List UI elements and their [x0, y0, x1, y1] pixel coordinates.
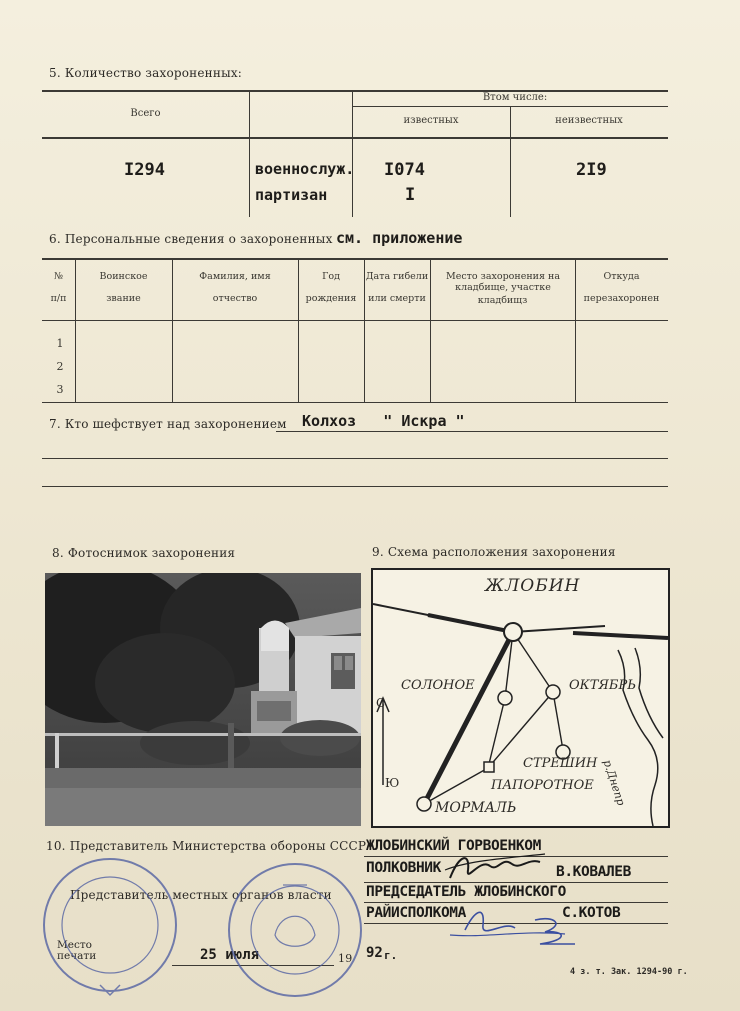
col-including-header: Втом числе:	[482, 92, 548, 103]
map-compass-south: Ю	[385, 776, 400, 790]
header-name-top: Фамилия, имя	[199, 271, 271, 282]
date-day: 25 июля	[200, 947, 260, 963]
signer1-rank: ПОЛКОВНИК	[366, 860, 441, 876]
header-place-top: Место захоронения на кладбище, участке	[445, 271, 560, 293]
signature-kovalev	[440, 848, 550, 886]
map-label-solonoe: СОЛОНОЕ	[401, 678, 475, 693]
section6-note: см. приложение	[336, 229, 463, 247]
map-label-oktyabr: ОКТЯБРЬ	[569, 678, 636, 693]
signer1-title: ЖЛОБИНСКИЙ ГОРВОЕНКОМ	[366, 838, 541, 854]
print-info: 4 з. т. Зак. 1294-90 г.	[570, 967, 688, 977]
header-rank-bottom: звание	[106, 293, 141, 304]
header-origin-top: Откуда	[603, 271, 640, 282]
col-total-header: Всего	[130, 108, 161, 119]
header-death-top: Дата гибели	[365, 271, 429, 282]
stamp-seal-right	[225, 855, 365, 1005]
table5-vline-2	[352, 90, 353, 217]
map-label-paporotnoe: ПАПОРОТНОЕ	[491, 778, 594, 793]
date-year-prefix: 19	[338, 952, 353, 965]
section10-title: 10. Представитель Министерства обороны СССР	[46, 839, 367, 853]
signer1-name: В.КОВАЛЕВ	[556, 864, 631, 880]
signer2-org: РАЙИСПОЛКОМА	[366, 905, 466, 921]
section7-value: Колхоз " Искра "	[302, 412, 465, 430]
map-label-river: р.Днепр	[600, 758, 628, 808]
table6-bottom-rule	[42, 402, 668, 403]
table6-vline-5	[430, 258, 431, 402]
signer2-name: С.КОТОВ	[562, 905, 621, 921]
date-year-suffix: 92	[366, 945, 383, 961]
unknown-count: 2I9	[576, 160, 607, 180]
col-unknown-header: неизвестных	[555, 115, 623, 126]
burial-photo	[45, 573, 361, 826]
total-count: I294	[124, 160, 165, 180]
signer2-title: ПРЕДСЕДАТЕЛЬ ЖЛОБИНСКОГО	[366, 884, 566, 900]
category-military: военнослуж.	[255, 160, 355, 178]
section8-title: 8. Фотоснимок захоронения	[52, 546, 236, 560]
map-label-mormal: МОРМАЛЬ	[435, 800, 517, 816]
section5-title: 5. Количество захороненных:	[49, 66, 243, 80]
signature-kotov	[445, 900, 585, 950]
known-military-count: I074	[384, 160, 425, 180]
place-of-seal-label: Место печати	[57, 939, 97, 962]
header-death-bottom: или смерти	[368, 293, 426, 304]
header-origin-bottom: перезахоронен	[583, 293, 660, 304]
section7-title: 7. Кто шефствует над захоронением	[49, 417, 287, 431]
row-number: 2	[56, 360, 64, 373]
header-rank-top: Воинское	[99, 271, 148, 282]
category-partisan: партизан	[255, 186, 328, 204]
header-birth-top: Год	[322, 271, 340, 282]
local-authority-label: Представитель местных органов власти	[70, 888, 332, 902]
col-known-header: известных	[403, 115, 459, 126]
known-partisan-count: I	[405, 185, 416, 205]
table5-header-rule	[42, 137, 668, 139]
stamp-seal-left	[40, 850, 180, 1000]
section7-underline	[276, 431, 668, 432]
section6-title: 6. Персональные сведения о захороненных	[49, 232, 333, 246]
header-number-bottom: п/п	[50, 293, 67, 304]
row-number: 1	[56, 337, 64, 350]
header-place-bottom: кладбищз	[477, 295, 528, 306]
section9-title: 9. Схема расположения захоронения	[372, 545, 616, 559]
header-number-top: №	[54, 271, 63, 282]
header-name-bottom: отчество	[212, 293, 258, 304]
burial-scheme-map	[371, 568, 670, 828]
map-compass-north: С	[376, 696, 386, 710]
row-number: 3	[56, 383, 64, 396]
memorial-photo-image	[45, 573, 361, 826]
map-label-streshin: СТРЕШИН	[523, 756, 598, 771]
date-year-letter: г.	[384, 949, 398, 962]
blank-line-2	[42, 486, 668, 487]
table5-vline-1	[249, 90, 250, 217]
header-birth-bottom: рождения	[305, 293, 357, 304]
map-label-zhlobin: ЖЛОБИН	[485, 576, 581, 596]
blank-line-1	[42, 458, 668, 459]
